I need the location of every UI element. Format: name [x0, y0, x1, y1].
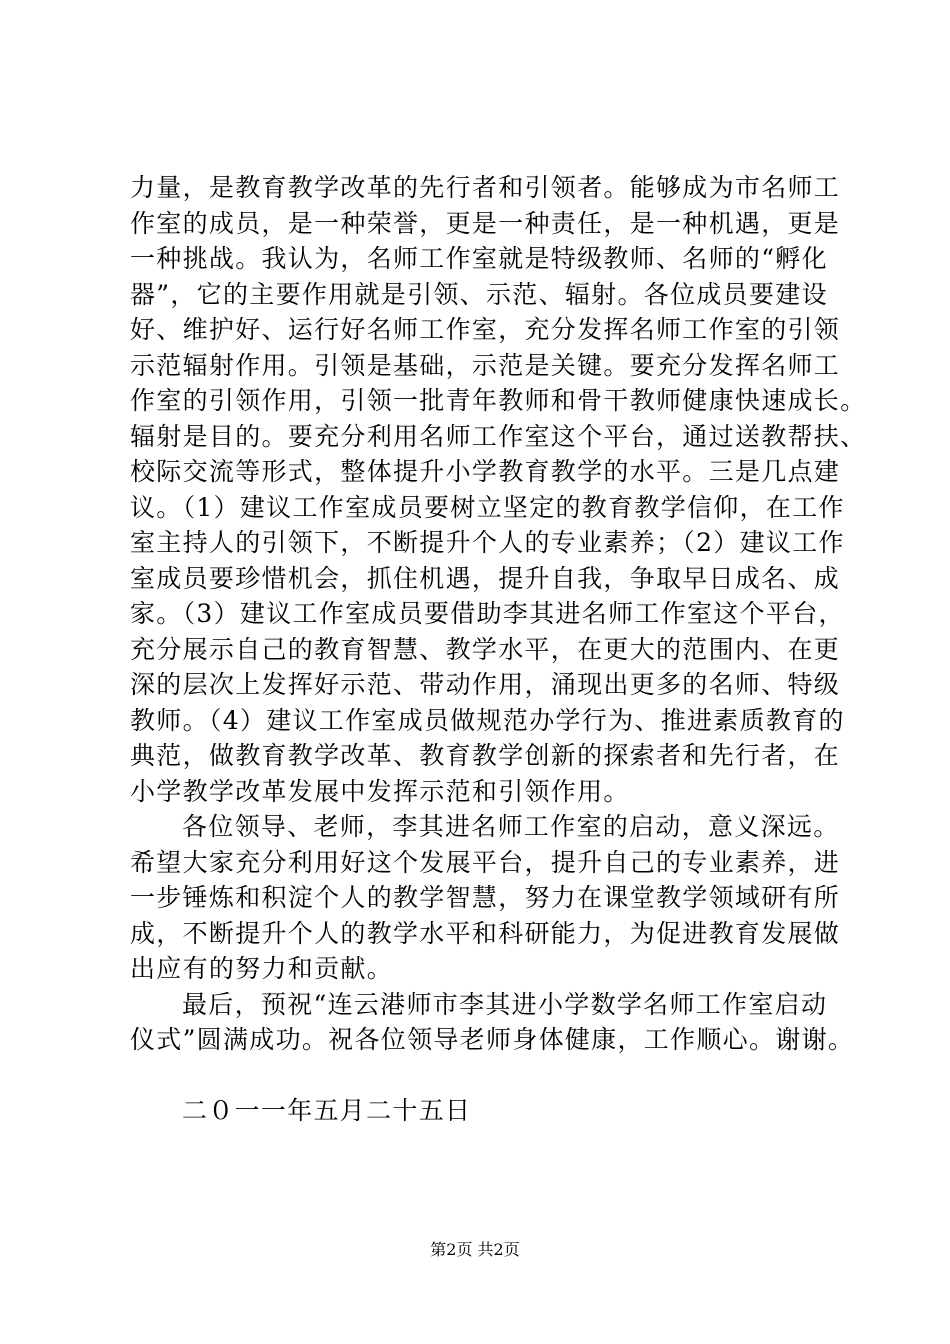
text-line: 校际交流等形式，整体提升小学教育教学的水平。三是几点建	[130, 457, 841, 486]
text-line: 教师。（4）建议工作室成员做规范办学行为、推进素质教育的	[130, 705, 845, 735]
paragraph-start-line: 各位领导、老师，李其进名师工作室的启动，意义深远。	[182, 812, 840, 841]
document-body	[130, 170, 867, 1128]
text-line: 成，不断提升个人的教学水平和科研能力，为促进教育发展做	[130, 918, 841, 948]
text-line: 充分展示自己的教育智慧、教学水平，在更大的范围内、在更	[130, 634, 841, 664]
text-line: 典范，做教育教学改革、教育教学创新的探索者和先行者，在	[130, 741, 841, 770]
date-line: 二０一一年五月二十五日	[182, 1095, 472, 1125]
page-number-footer: 第2页 共2页	[430, 1240, 520, 1259]
text-line: 作室的成员，是一种荣誉，更是一种责任，是一种机遇，更是	[130, 208, 841, 238]
text-line: 议。（1）建议工作室成员要树立坚定的教育教学信仰，在工作	[130, 492, 845, 522]
text-line: 室成员要珍惜机会，抓住机遇，提升自我，争取早日成名、成	[130, 563, 841, 593]
text-line: 好、维护好、运行好名师工作室，充分发挥名师工作室的引领	[130, 315, 841, 344]
text-line: 深的层次上发挥好示范、带动作用，涌现出更多的名师、特级	[130, 670, 841, 699]
text-line: 辐射是目的。要充分利用名师工作室这个平台，通过送教帮扶、	[130, 421, 867, 451]
text-line: 作室的引领作用，引领一批青年教师和骨干教师健康快速成长。	[130, 386, 867, 415]
spacer	[130, 1058, 850, 1093]
text-line: 出应有的努力和贡献。	[130, 954, 394, 983]
text-line: 力量，是教育教学改革的先行者和引领者。能够成为市名师工	[130, 173, 841, 202]
paragraph-start-line: 最后，预祝“连云港师市李其进小学数学名师工作室启动	[182, 989, 828, 1019]
text-line: 一种挑战。我认为，名师工作室就是特级教师、名师的“孵化	[130, 244, 828, 273]
text-line: 小学教学改革发展中发挥示范和引领作用。	[130, 776, 630, 806]
text-line: 器”，它的主要作用就是引领、示范、辐射。各位成员要建设	[130, 279, 828, 309]
text-line: 希望大家充分利用好这个发展平台，提升自己的专业素养，进	[130, 847, 841, 877]
text-line: 室主持人的引领下，不断提升个人的专业素养；（2）建议工作	[130, 528, 845, 557]
text-line: 一步锤炼和积淀个人的教学智慧，努力在课堂教学领域研有所	[130, 883, 841, 912]
text-line: 仪式”圆满成功。祝各位领导老师身体健康，工作顺心。谢谢。	[130, 1025, 855, 1054]
text-line: 示范辐射作用。引领是基础，示范是关键。要充分发挥名师工	[130, 350, 841, 380]
text-line: 家。（3）建议工作室成员要借助李其进名师工作室这个平台，	[130, 599, 845, 628]
